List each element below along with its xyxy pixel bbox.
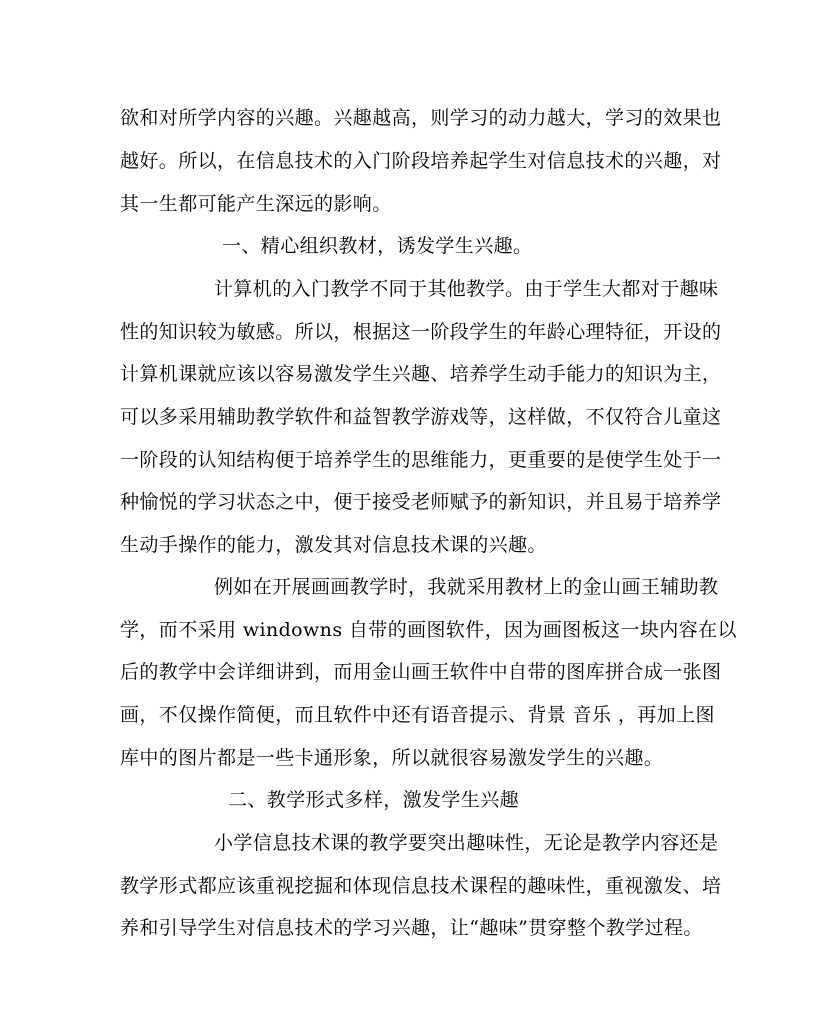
body-text-line: 可以多采用辅助教学软件和益智教学游戏等，这样做，不仅符合儿童这 bbox=[120, 406, 722, 428]
body-text-line: 学，而不采用 windowns 自带的画图软件，因为画图板这一块内容在以 bbox=[120, 619, 737, 641]
body-text-line: 种愉悦的学习状态之中，便于接受老师赋予的新知识，并且易于培养学 bbox=[120, 491, 722, 513]
section-heading-2: 二、教学形式多样，激发学生兴趣 bbox=[228, 789, 520, 811]
body-text-line: 例如在开展画画教学时，我就采用教材上的金山画王辅助教 bbox=[214, 576, 719, 598]
section-heading-1: 一、精心组织教材，诱发学生兴趣。 bbox=[222, 235, 533, 257]
body-text-line: 养和引导学生对信息技术的学习兴趣，让“趣味”贯穿整个教学过程。 bbox=[120, 917, 703, 939]
body-text-line: 生动手操作的能力，激发其对信息技术课的兴趣。 bbox=[120, 534, 547, 556]
body-text-line: 小学信息技术课的教学要突出趣味性，无论是教学内容还是 bbox=[214, 832, 719, 854]
body-text-line: 教学形式都应该重视挖掘和体现信息技术课程的趣味性，重视激发、培 bbox=[120, 875, 722, 897]
body-text-line: 计算机课就应该以容易激发学生兴趣、培养学生动手能力的知识为主， bbox=[120, 363, 722, 385]
body-text-line: 其一生都可能产生深远的影响。 bbox=[120, 193, 392, 215]
body-text-line: 计算机的入门教学不同于其他教学。由于学生大都对于趣味 bbox=[214, 278, 719, 300]
body-text-line: 一阶段的认知结构便于培养学生的思维能力，更重要的是使学生处于一 bbox=[120, 449, 722, 471]
body-text-line: 欲和对所学内容的兴趣。兴趣越高，则学习的动力越大，学习的效果也 bbox=[120, 107, 722, 129]
body-text-line: 画，不仅操作简便，而且软件中还有语音提示、背景 音乐 ，再加上图 bbox=[120, 704, 715, 726]
body-text-line: 库中的图片都是一些卡通形象，所以就很容易激发学生的兴趣。 bbox=[120, 747, 664, 769]
body-text-line: 后的教学中会详细讲到，而用金山画王软件中自带的图库拼合成一张图 bbox=[120, 661, 722, 683]
body-text-line: 越好。所以，在信息技术的入门阶段培养起学生对信息技术的兴趣，对 bbox=[120, 150, 722, 172]
body-text-line: 性的知识较为敏感。所以，根据这一阶段学生的年龄心理特征，开设的 bbox=[120, 321, 722, 343]
